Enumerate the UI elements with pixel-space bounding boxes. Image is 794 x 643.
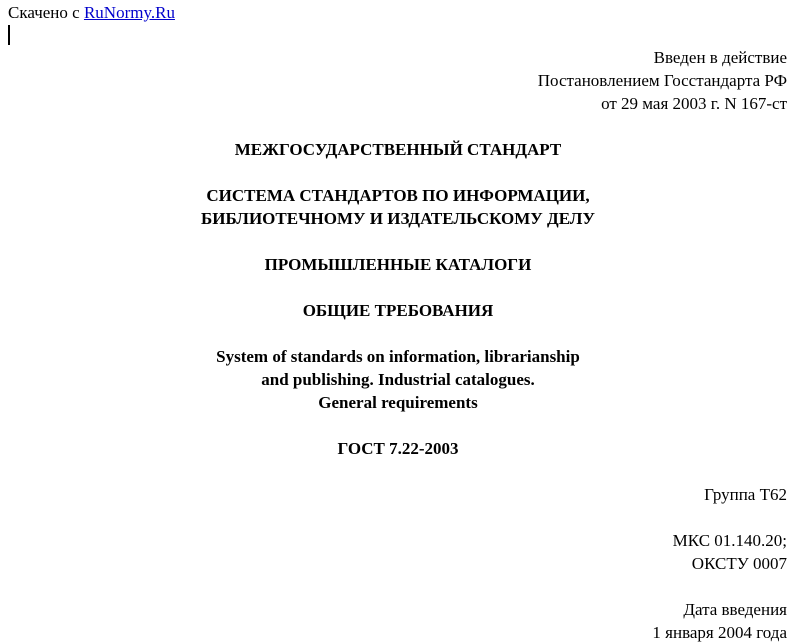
group-code: Группа Т62 bbox=[704, 485, 787, 504]
source-link[interactable]: RuNormy.Ru bbox=[83, 3, 175, 22]
intro-line-2: Постановлением Госстандарта РФ bbox=[537, 71, 787, 90]
effective-date-label: Дата введения bbox=[683, 600, 787, 619]
english-title-line-2: and publishing. Industrial catalogues. bbox=[261, 370, 535, 389]
system-heading-line-2: БИБЛИОТЕЧНОМУ И ИЗДАТЕЛЬСКОМУ ДЕЛУ bbox=[201, 209, 595, 228]
standard-type-heading: МЕЖГОСУДАРСТВЕННЫЙ СТАНДАРТ bbox=[234, 140, 562, 159]
source-prefix: Скачено с bbox=[8, 3, 80, 22]
okstu-code: ОКСТУ 0007 bbox=[691, 554, 787, 573]
english-title-line-1: System of standards on information, librarianship bbox=[216, 347, 580, 366]
gost-number: ГОСТ 7.22-2003 bbox=[337, 439, 459, 458]
effective-date-value: 1 января 2004 года bbox=[652, 623, 787, 642]
english-title-line-3: General requirements bbox=[318, 393, 478, 412]
document-subtitle: ОБЩИЕ ТРЕБОВАНИЯ bbox=[302, 301, 494, 320]
intro-line-3: от 29 мая 2003 г. N 167-ст bbox=[601, 94, 787, 113]
intro-line-1: Введен в действие bbox=[653, 48, 787, 67]
mks-code: МКС 01.140.20; bbox=[672, 531, 787, 550]
system-heading-line-1: СИСТЕМА СТАНДАРТОВ ПО ИНФОРМАЦИИ, bbox=[206, 186, 590, 205]
document-title: ПРОМЫШЛЕННЫЕ КАТАЛОГИ bbox=[264, 255, 532, 274]
text-cursor bbox=[8, 25, 10, 45]
source-line bbox=[8, 3, 175, 23]
